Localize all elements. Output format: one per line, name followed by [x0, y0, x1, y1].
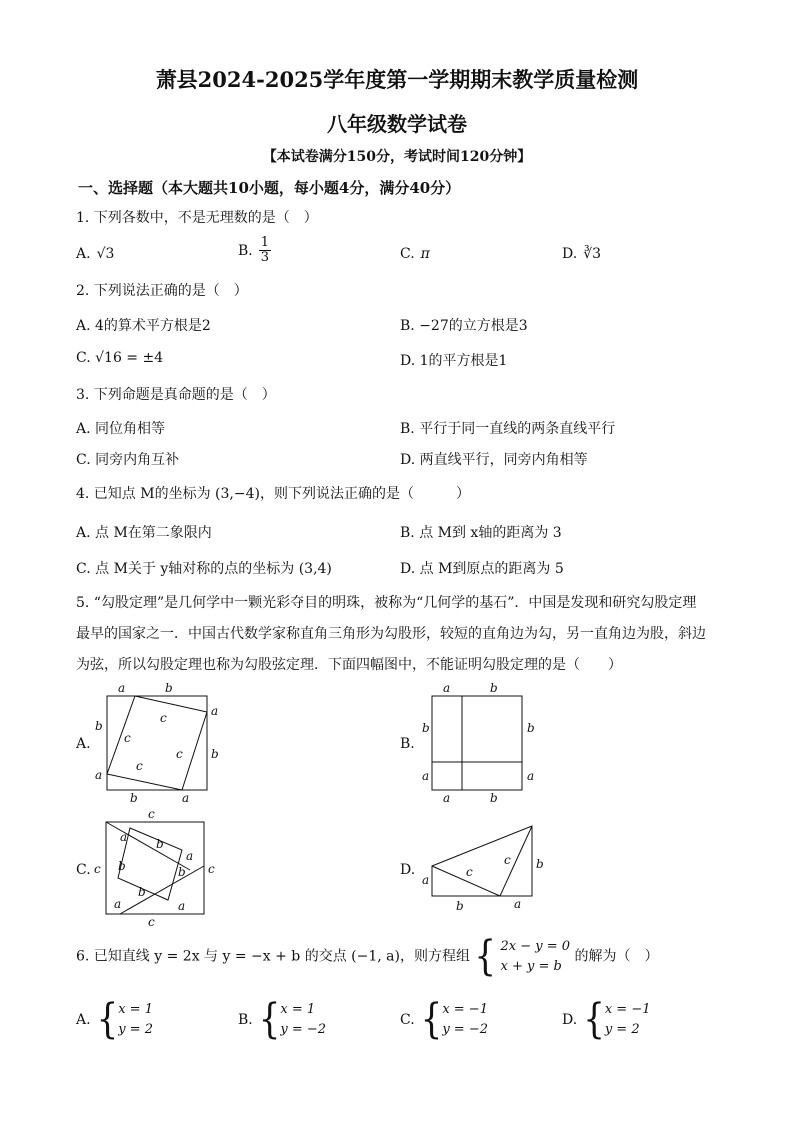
q5-figure-a	[90, 680, 220, 805]
brace-glyph: {	[258, 996, 281, 1044]
fraction-denominator: 3	[260, 250, 270, 265]
q1-option-d	[562, 246, 601, 262]
q2-option-a: A. 4的算术平方根是2	[76, 318, 211, 334]
q2-option-b: B. −27的立方根是3	[400, 318, 528, 334]
side-label: a	[182, 791, 190, 805]
side-label: a	[211, 704, 219, 718]
q6-option-b	[238, 996, 327, 1044]
side-label: a	[178, 899, 186, 913]
side-label: c	[176, 747, 183, 761]
brace-glyph: {	[420, 996, 443, 1044]
q6-option-d	[562, 996, 651, 1044]
brace-glyph: {	[583, 996, 605, 1044]
side-label: b	[165, 681, 173, 695]
q3-stem: 3. 下列命题是真命题的是（ ）	[76, 387, 276, 403]
side-label: a	[527, 769, 535, 783]
q5-figure-c	[90, 808, 220, 928]
option-label: D.	[562, 246, 578, 262]
q5-line: 5. “勾股定理”是几何学中一颗光彩夺目的明珠，被称为“几何学的基石”．中国是发现和研究勾股定理	[76, 595, 697, 611]
q4-stem: 4. 已知点 M的坐标为 (3,−4)，则下列说法正确的是（ ）	[76, 486, 470, 502]
side-label: c	[94, 862, 101, 876]
q1-option-a	[76, 246, 114, 262]
side-label: c	[148, 808, 155, 821]
q4-option-d: D. 点 M到原点的距离为 5	[400, 561, 564, 577]
q3-option-c: C. 同旁内角互补	[76, 452, 180, 468]
brace-glyph: {	[96, 996, 119, 1044]
q6-stem	[76, 933, 659, 981]
side-label: a	[443, 791, 451, 805]
side-label: b	[156, 837, 164, 851]
q4-option-b: B. 点 M到 x轴的距离为 3	[400, 525, 562, 541]
exam-note: 【本试卷满分150分，考试时间120分钟】	[262, 149, 532, 165]
equation-2: y = −2	[442, 1022, 488, 1037]
q5-option-a: A.	[76, 736, 91, 752]
side-label: c	[504, 853, 511, 867]
side-label: c	[136, 759, 143, 773]
q1-option-b	[238, 236, 271, 265]
option-label: D.	[562, 1012, 578, 1028]
side-label: a	[114, 897, 122, 911]
side-label: b	[456, 899, 464, 913]
side-label: b	[536, 857, 544, 871]
fraction	[259, 236, 271, 265]
side-label: a	[514, 897, 522, 911]
side-label: c	[124, 731, 131, 745]
q5-option-b: B.	[400, 736, 415, 752]
q3-option-a: A. 同位角相等	[76, 421, 166, 437]
side-label: b	[95, 719, 103, 733]
option-value: ∛3	[583, 246, 602, 262]
option-label: A.	[76, 246, 91, 262]
q6-option-a	[76, 996, 153, 1044]
equation-1: 2x − y = 0	[500, 939, 571, 954]
side-label: a	[120, 830, 128, 844]
section-heading: 一、选择题（本大题共10小题，每小题4分，满分40分）	[78, 179, 461, 197]
side-label: c	[160, 711, 167, 725]
q5-option-d: D.	[400, 862, 416, 878]
fraction-numerator: 1	[260, 235, 270, 250]
q1-stem: 1. 下列各数中，不是无理数的是（ ）	[76, 210, 318, 226]
q4-option-c: C. 点 M关于 y轴对称的点的坐标为 (3,4)	[76, 561, 332, 577]
exam-title: 萧县2024-2025学年度第一学期期末教学质量检测	[155, 67, 639, 92]
equation-2: y = 2	[118, 1022, 153, 1037]
equation-1: x = −1	[604, 1002, 651, 1017]
side-label: b	[130, 791, 138, 805]
side-label: c	[208, 862, 215, 876]
q4-option-a: A. 点 M在第二象限内	[76, 525, 212, 541]
equation-2: y = −2	[280, 1022, 327, 1037]
side-label: a	[422, 873, 430, 887]
q2-option-d: D. 1的平方根是1	[400, 353, 508, 369]
q1-option-c	[400, 246, 430, 262]
option-system	[442, 1000, 488, 1040]
q5-option-c: C.	[76, 862, 91, 878]
side-label: a	[443, 681, 451, 695]
side-label: b	[118, 859, 126, 873]
option-label: C.	[400, 246, 415, 262]
option-value: √3	[96, 246, 115, 262]
side-label: b	[527, 721, 535, 735]
option-system	[280, 1000, 326, 1040]
q6-stem-pre: 6. 已知直线 y = 2x 与 y = −x + b 的交点 (−1, a)，则方程组	[76, 948, 470, 965]
q5-figure-d	[418, 818, 558, 918]
q3-option-d: D. 两直线平行，同旁内角相等	[400, 452, 588, 468]
side-label: b	[211, 747, 219, 761]
equation-1: x = 1	[118, 1002, 153, 1017]
side-label: a	[118, 681, 126, 695]
q6-option-c	[400, 996, 488, 1044]
equation-1: x = 1	[280, 1002, 316, 1017]
q5-line: 为弦，所以勾股定理也称为勾股弦定理．下面四幅图中，不能证明勾股定理的是（ ）	[76, 657, 622, 673]
q2-option-c: C. √16 = ±4	[76, 350, 164, 366]
option-system	[118, 1000, 153, 1040]
side-label: b	[178, 865, 186, 879]
q5-line: 最早的国家之一．中国古代数学家称直角三角形为勾股形，较短的直角边为勾，另一直角边为股，斜边	[76, 626, 706, 642]
side-label: b	[490, 681, 498, 695]
side-label: a	[186, 849, 194, 863]
side-label: a	[95, 768, 103, 782]
option-label: B.	[238, 1012, 253, 1028]
side-label: b	[490, 791, 498, 805]
side-label: c	[148, 915, 155, 928]
q6-stem-post: 的解为（ ）	[574, 948, 659, 965]
side-label: b	[138, 885, 146, 899]
side-label: c	[466, 865, 473, 879]
q3-option-b: B. 平行于同一直线的两条直线平行	[400, 421, 616, 437]
q5-figure-b	[418, 680, 548, 805]
equation-system	[501, 937, 571, 977]
side-label: a	[422, 769, 430, 783]
side-label: b	[422, 721, 430, 735]
equation-1: x = −1	[442, 1002, 488, 1017]
option-value: π	[420, 246, 430, 262]
option-system	[605, 1000, 651, 1040]
exam-subtitle: 八年级数学试卷	[327, 112, 467, 136]
brace-glyph: {	[474, 933, 497, 981]
q2-stem: 2. 下列说法正确的是（ ）	[76, 283, 248, 299]
equation-2: y = 2	[604, 1022, 640, 1037]
q5-stem	[76, 588, 726, 681]
option-label: A.	[76, 1012, 91, 1028]
option-label: C.	[400, 1012, 415, 1028]
option-label: B.	[238, 242, 253, 259]
equation-2: x + y = b	[500, 959, 562, 974]
